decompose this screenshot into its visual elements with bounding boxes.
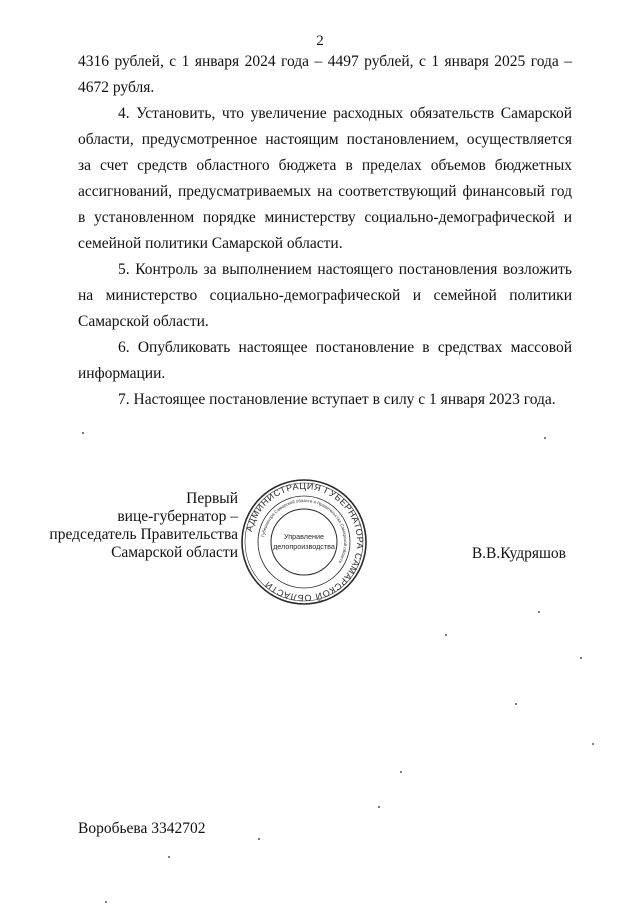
paragraph-5: 5. Контроль за выполнением настоящего постановления возложить на министерство социально-демографической и семейной политики Самарской области. <box>78 261 572 330</box>
document-body <box>78 49 572 413</box>
scan-speck <box>580 657 582 659</box>
signatory-name: В.В.Кудряшов <box>471 545 566 562</box>
scan-speck <box>538 611 540 613</box>
scan-speck <box>105 901 107 903</box>
scan-speck <box>258 838 260 840</box>
scan-speck <box>515 703 517 705</box>
scan-speck <box>592 743 594 745</box>
official-stamp <box>239 477 369 607</box>
scan-speck <box>168 856 170 858</box>
executor-contact: Воробьева 3342702 <box>78 820 206 837</box>
scan-speck <box>400 771 402 773</box>
stamp-center-line: Управление <box>284 532 324 541</box>
scan-speck <box>82 432 84 434</box>
signatory-title <box>40 490 238 562</box>
scan-speck <box>544 437 546 439</box>
signatory-title-line: председатель Правительства <box>49 526 238 543</box>
signatory-title-line: Первый <box>186 490 238 507</box>
scan-speck <box>378 806 380 808</box>
page-number: 2 <box>316 33 324 49</box>
stamp-center-line: делопроизводства <box>273 542 335 551</box>
stamp-inner-text: Губернатора Самарской области и Правительства Самарской области <box>260 497 349 565</box>
signatory-title-line: вице-губернатор – <box>117 508 238 525</box>
stamp-outer-text: АДМИНИСТРАЦИЯ ГУБЕРНАТОРА САМАРСКОЙ ОБЛАСТИ <box>244 480 366 604</box>
paragraph-6: 6. Опубликовать настоящее постановление в средствах массовой информации. <box>78 339 572 382</box>
paragraph-continuation: 4316 рублей, с 1 января 2024 года – 4497 рублей, с 1 января 2025 года – 4672 рубля. <box>78 53 572 96</box>
scan-speck <box>445 634 447 636</box>
signatory-title-line: Самарской области <box>111 544 238 561</box>
paragraph-4: 4. Установить, что увеличение расходных обязательств Самарской области, предусмотренное настоящим постановлением, осуществляется за счет средств областного бюджета в пределах объемов бюджетных ассигнований, предусматриваемых на соответствующий финансовый год в установленном порядке министерству социально-демографической и семейной политики Самарской области. <box>78 105 572 252</box>
paragraph-7: 7. Настоящее постановление вступает в силу с 1 января 2023 года. <box>118 391 556 408</box>
